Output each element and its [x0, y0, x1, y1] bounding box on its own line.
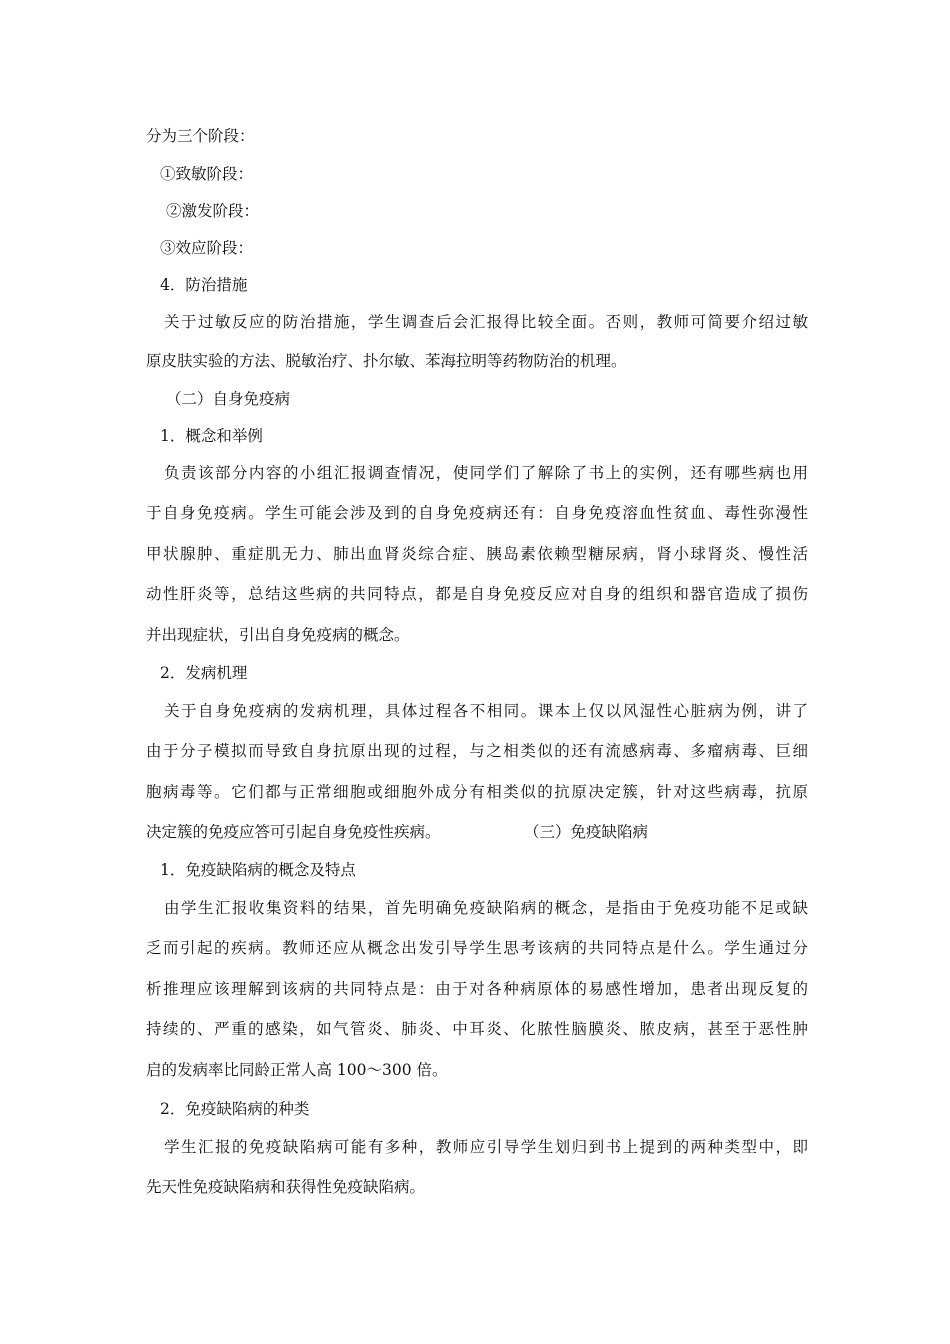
section-heading: 4．防治措施	[160, 276, 248, 294]
paragraph-line: 由于分子模拟而导致自身抗原出现的过程，与之相类似的还有流感病毒、多瘤病毒、巨细	[146, 742, 808, 760]
text-line: ③效应阶段：	[160, 239, 254, 257]
paragraph-line: 决定簇的免疫应答可引起自身免疫性疾病。	[146, 823, 441, 841]
paragraph-line: 并出现症状，引出自身免疫病的概念。	[146, 626, 410, 644]
paragraph-line: 学生汇报的免疫缺陷病可能有多种，教师应引导学生划归到书上提到的两种类型中，即	[164, 1138, 808, 1156]
paragraph-line: 乏而引起的疾病。教师还应从概念出发引导学生思考该病的共同特点是什么。学生通过分	[146, 939, 808, 957]
text-line: 分为三个阶段：	[146, 127, 255, 145]
section-heading: （二）自身免疫病	[166, 390, 291, 408]
paragraph-line: 先天性免疫缺陷病和获得性免疫缺陷病。	[146, 1178, 426, 1196]
paragraph-line: 析推理应该理解到该病的共同特点是：由于对各种病原体的易感性增加，患者出现反复的	[146, 980, 808, 998]
paragraph-line: 甲状腺肿、重症肌无力、肺出血肾炎综合症、胰岛素依赖型糖尿病，肾小球肾炎、慢性活	[146, 545, 808, 563]
section-heading: 2．发病机理	[160, 664, 248, 682]
section-heading: （三）免疫缺陷病	[524, 823, 649, 841]
paragraph-line: 关于自身免疫病的发病机理，具体过程各不相同。课本上仅以风湿性心脏病为例，讲了	[164, 702, 808, 720]
paragraph-line: 胞病毒等。它们都与正常细胞或细胞外成分有相类似的抗原决定簇，针对这些病毒，抗原	[146, 783, 808, 801]
paragraph-line: 负责该部分内容的小组汇报调查情况，使同学们了解除了书上的实例，还有哪些病也用	[164, 464, 808, 482]
paragraph-line: 由学生汇报收集资料的结果，首先明确免疫缺陷病的概念，是指由于免疫功能不足或缺	[164, 899, 808, 917]
paragraph-line: 原皮肤实验的方法、脱敏治疗、扑尔敏、苯海拉明等药物防治的机理。	[146, 352, 627, 370]
paragraph-line: 动性肝炎等，总结这些病的共同特点，都是自身免疫反应对自身的组织和器官造成了损伤	[146, 585, 808, 603]
paragraph-line: 关于过敏反应的防治措施，学生调查后会汇报得比较全面。否则，教师可简要介绍过敏	[164, 313, 808, 331]
paragraph-line: 启的发病率比同龄正常人高 100～300 倍。	[146, 1061, 448, 1079]
section-heading: 2．免疫缺陷病的种类	[160, 1100, 310, 1118]
paragraph-line: 于自身免疫病。学生可能会涉及到的自身免疫病还有：自身免疫溶血性贫血、毒性弥漫性	[146, 504, 808, 522]
paragraph-line: 持续的、严重的感染，如气管炎、肺炎、中耳炎、化脓性脑膜炎、脓皮病，甚至于恶性肿	[146, 1020, 808, 1038]
text-line: ①致敏阶段：	[160, 165, 254, 183]
section-heading: 1．免疫缺陷病的概念及特点	[160, 861, 356, 879]
section-heading: 1．概念和举例	[160, 427, 263, 445]
text-line: ②激发阶段：	[166, 202, 260, 220]
